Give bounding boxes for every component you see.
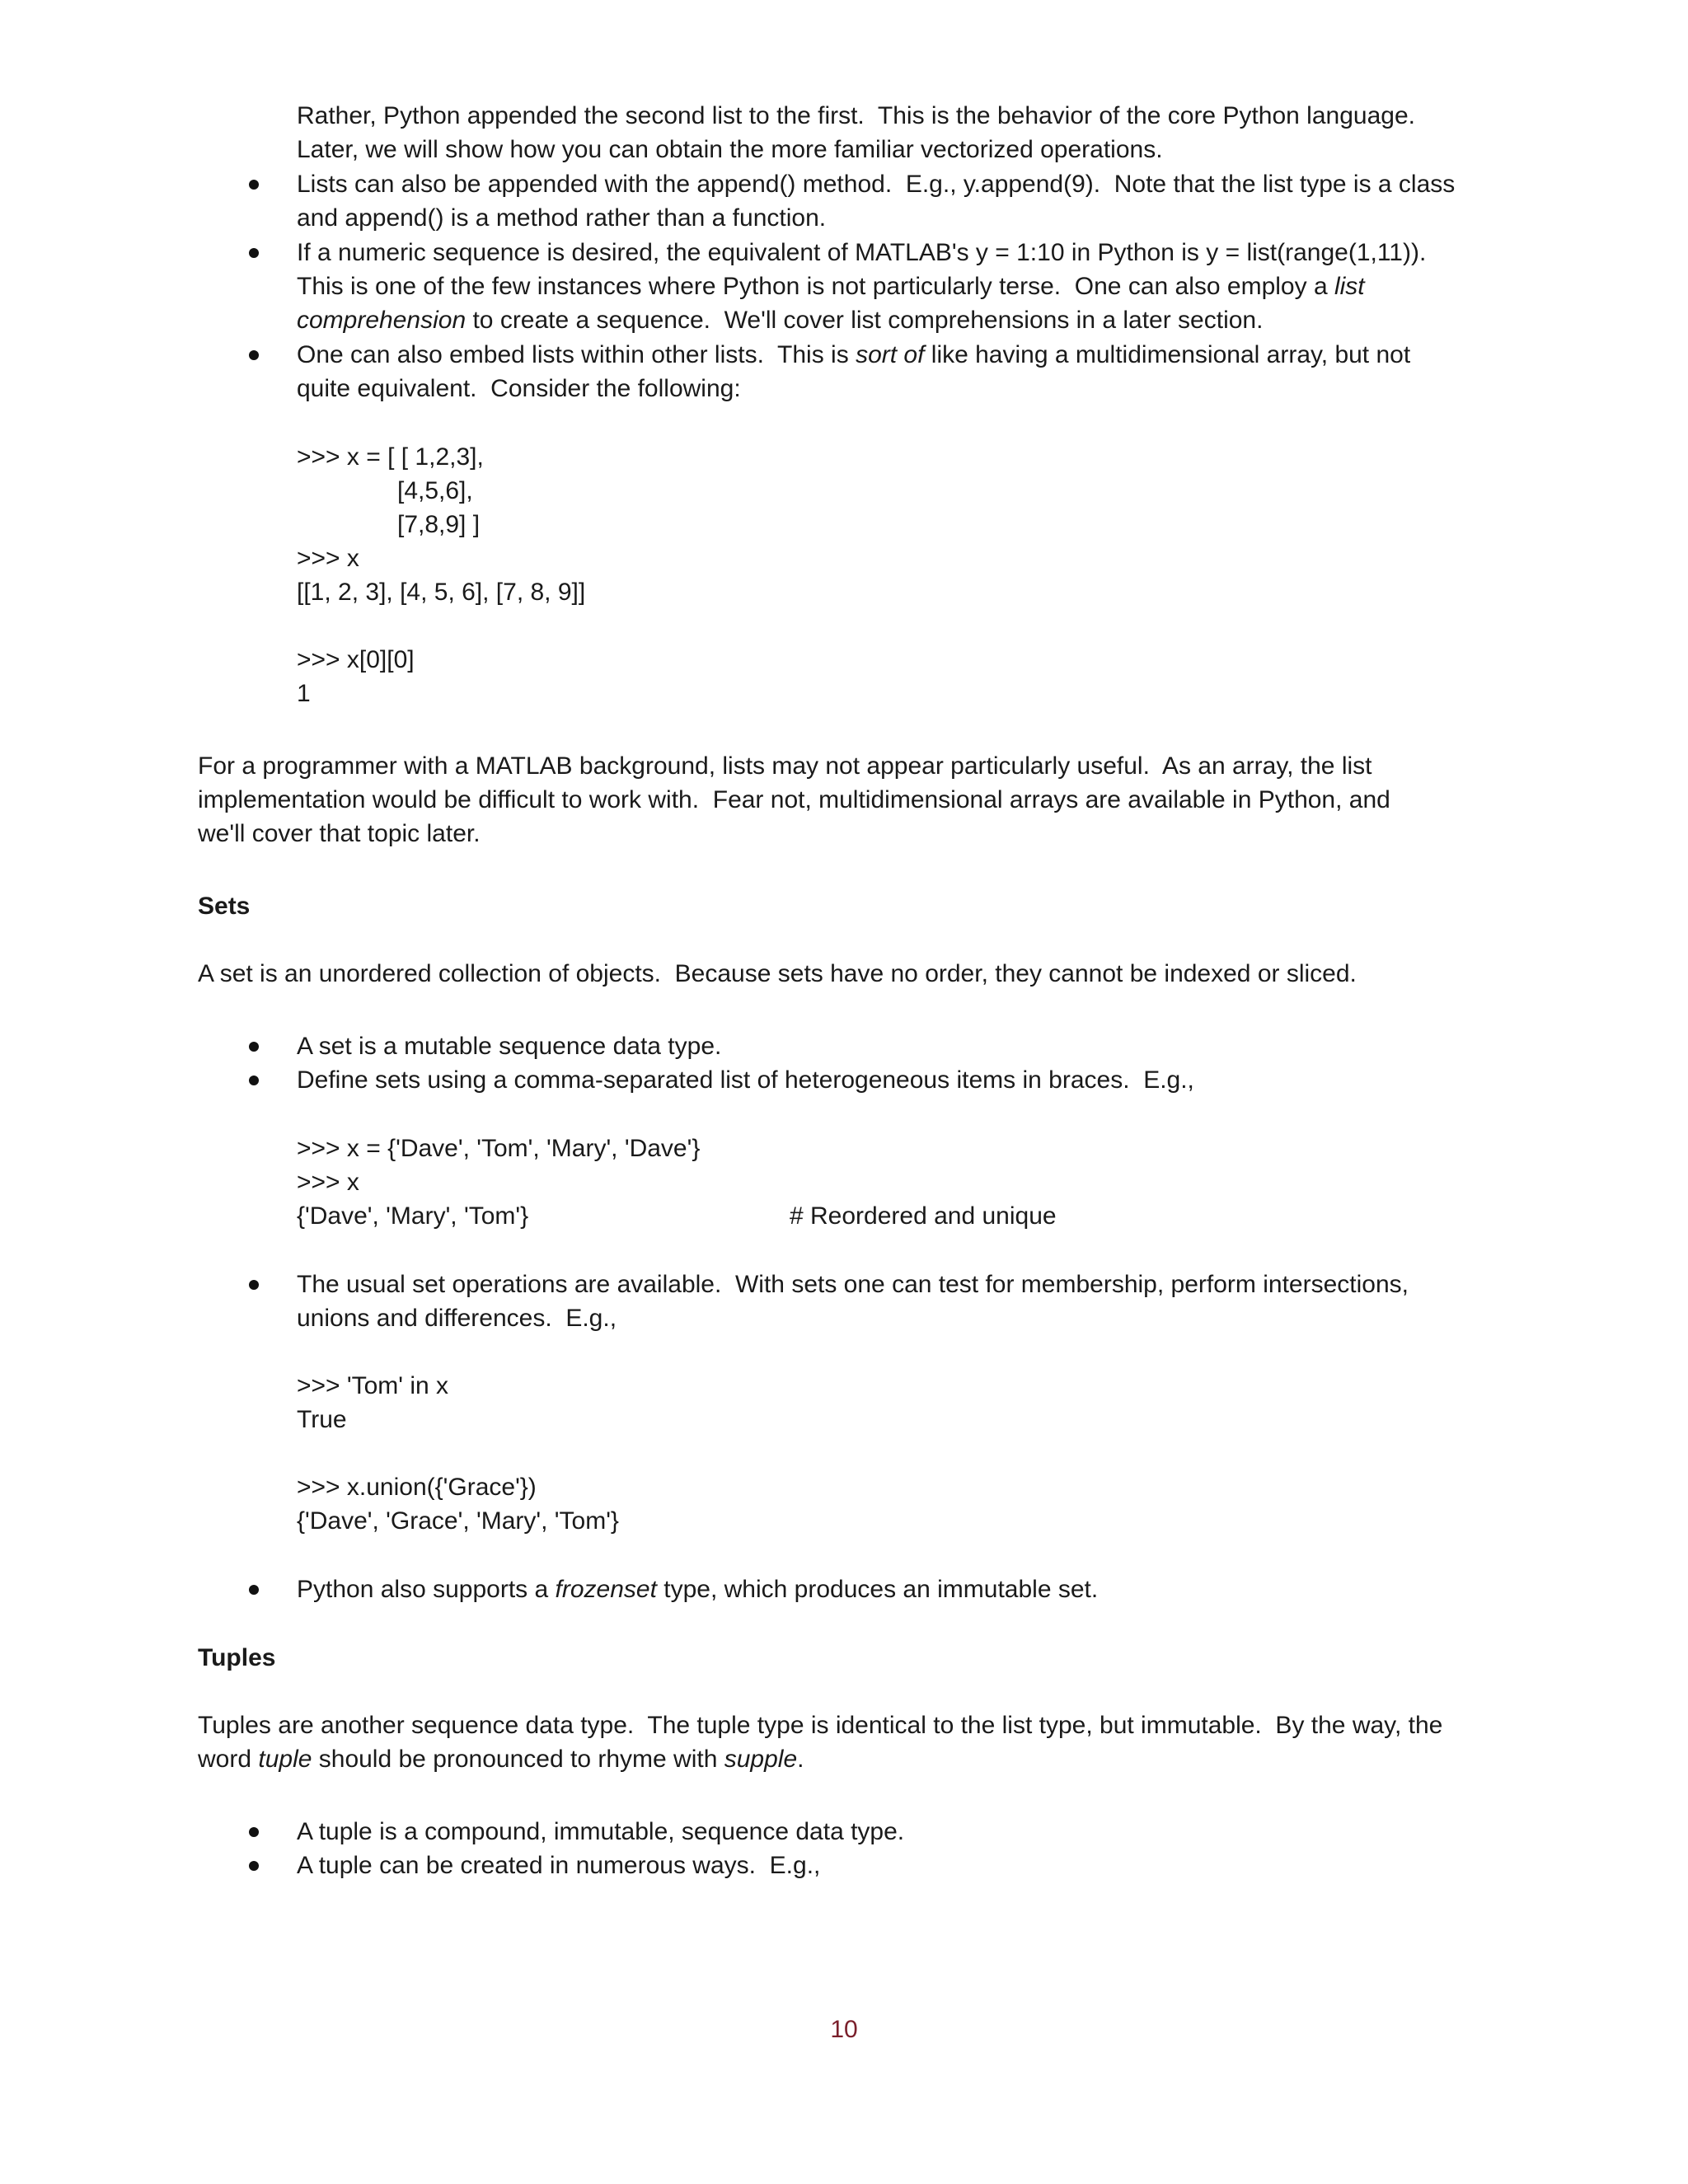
code-line: [4,5,6], <box>397 477 473 504</box>
heading-sets: Sets <box>198 893 251 920</box>
bullet-dot <box>249 350 259 360</box>
emphasis-sort-of: sort of <box>856 341 925 368</box>
bullet-dot <box>249 1827 259 1837</box>
paragraph-line: For a programmer with a MATLAB background, lists may not appear particularly useful. As an array, the list <box>198 752 1372 780</box>
code-line: >>> x = {'Dave', 'Tom', 'Mary', 'Dave'} <box>297 1135 701 1162</box>
code-line: [7,8,9] ] <box>397 511 481 538</box>
code-line: 1 <box>297 680 311 707</box>
bullet-dot <box>249 180 259 190</box>
code-line: >>> x[0][0] <box>297 646 415 673</box>
list-bullet-range-line-3: comprehension to create a sequence. We'll cover list comprehensions in a later section. <box>297 307 1264 334</box>
sets-intro: A set is an unordered collection of objects. Because sets have no order, they cannot be indexed or sliced. <box>198 960 1357 987</box>
tuples-intro-line-2: word tuple should be pronounced to rhyme with supple. <box>198 1746 804 1773</box>
code-line: >>> x = [ [ 1,2,3], <box>297 443 484 471</box>
bullet-dot <box>249 1280 259 1290</box>
code-line: {'Dave', 'Grace', 'Mary', 'Tom'} <box>297 1507 619 1535</box>
bullet-dot <box>249 1585 259 1595</box>
list-bullet-range-line-1: If a numeric sequence is desired, the equivalent of MATLAB's y = 1:10 in Python is y = list(range(1,11)). <box>297 239 1427 266</box>
continuation-line-2: Later, we will show how you can obtain the more familiar vectorized operations. <box>297 136 1163 163</box>
tuples-bullet-created: A tuple can be created in numerous ways. E.g., <box>297 1852 821 1879</box>
code-comment: # Reordered and unique <box>790 1202 1057 1230</box>
sets-bullet-frozenset: Python also supports a frozenset type, which produces an immutable set. <box>297 1576 1099 1603</box>
sets-bullet-mutable: A set is a mutable sequence data type. <box>297 1033 722 1060</box>
list-bullet-append-line-2: and append() is a method rather than a function. <box>297 204 827 232</box>
bullet-dot <box>249 1076 259 1085</box>
code-line: True <box>297 1406 347 1433</box>
bullet-dot <box>249 1861 259 1871</box>
bullet-dot <box>249 248 259 258</box>
heading-tuples: Tuples <box>198 1644 276 1671</box>
tuples-bullet-compound: A tuple is a compound, immutable, sequence data type. <box>297 1818 905 1845</box>
bullet-dot <box>249 1042 259 1052</box>
code-line: >>> 'Tom' in x <box>297 1372 449 1399</box>
emphasis-comprehension: comprehension <box>297 307 467 334</box>
list-bullet-embed-line-1: One can also embed lists within other lists. This is sort of like having a multidimensional array, but not <box>297 341 1411 368</box>
emphasis-frozenset: frozenset <box>555 1576 657 1603</box>
page-number: 10 <box>830 2016 858 2043</box>
list-bullet-range-line-2: This is one of the few instances where Python is not particularly terse. One can also employ a list <box>297 273 1365 300</box>
emphasis-tuple: tuple <box>258 1746 312 1773</box>
sets-bullet-operations-line-1: The usual set operations are available. With sets one can test for membership, perform intersections, <box>297 1271 1409 1298</box>
paragraph-line: we'll cover that topic later. <box>198 820 481 847</box>
tuples-intro-line-1: Tuples are another sequence data type. The tuple type is identical to the list type, but immutable. By the way, the <box>198 1712 1443 1739</box>
emphasis-supple: supple <box>724 1746 798 1773</box>
paragraph-line: implementation would be difficult to work with. Fear not, multidimensional arrays are available in Python, and <box>198 786 1390 813</box>
emphasis-list: list <box>1334 273 1365 300</box>
code-line: >>> x.union({'Grace'}) <box>297 1474 537 1501</box>
code-line: {'Dave', 'Mary', 'Tom'} <box>297 1202 529 1230</box>
sets-bullet-operations-line-2: unions and differences. E.g., <box>297 1305 617 1332</box>
sets-bullet-define: Define sets using a comma-separated list of heterogeneous items in braces. E.g., <box>297 1066 1194 1094</box>
code-line: [[1, 2, 3], [4, 5, 6], [7, 8, 9]] <box>297 579 586 606</box>
code-line: >>> x <box>297 1169 359 1196</box>
list-bullet-embed-line-2: quite equivalent. Consider the following: <box>297 375 741 402</box>
continuation-line-1: Rather, Python appended the second list to the first. This is the behavior of the core Python language. <box>297 102 1415 129</box>
list-bullet-append-line-1: Lists can also be appended with the append() method. E.g., y.append(9). Note that the list type is a class <box>297 171 1456 198</box>
code-line: >>> x <box>297 545 359 572</box>
